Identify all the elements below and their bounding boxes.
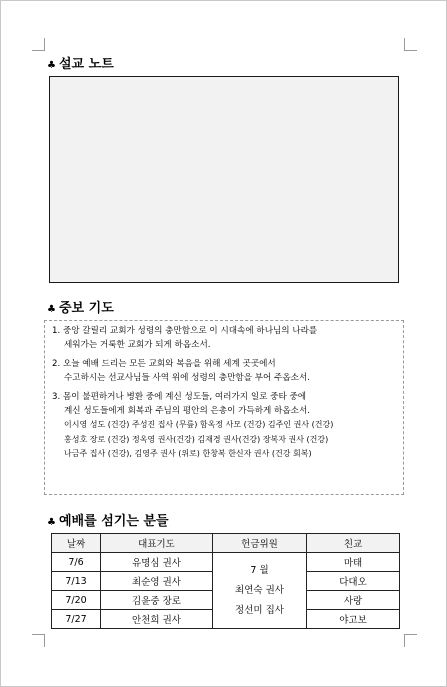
cell-offering xyxy=(213,553,307,629)
crop-mark-top-left xyxy=(32,38,45,51)
cell-fellowship: 야고보 xyxy=(307,610,400,629)
header-prayer: 대표기도 xyxy=(101,534,213,553)
table-row xyxy=(52,553,400,572)
crop-mark-top-right xyxy=(404,38,417,51)
sermon-notes-title: 설교 노트 xyxy=(59,57,114,72)
cell-date: 7/13 xyxy=(52,572,101,591)
cell-prayer: 유명심 권사 xyxy=(101,553,213,572)
prayer-line: 계신 성도들에게 회복과 주님의 평안의 은총이 가득하게 하옵소서. xyxy=(64,406,310,416)
offering-name: 정선미 집사 xyxy=(235,604,284,616)
prayer-names-line: 나금주 집사 (건강), 김영주 권사 (위로) 한창복 한신자 권사 (건강 회복) xyxy=(64,449,312,458)
prayer-line: 세워가는 거룩한 교회가 되게 하옵소서. xyxy=(64,340,211,350)
cell-prayer: 안천희 권사 xyxy=(101,610,213,629)
prayer-item xyxy=(52,390,400,462)
prayer-line: 오늘 예배 드리는 모든 교회와 복음을 위해 세계 곳곳에서 xyxy=(62,359,276,369)
cell-prayer: 최순영 권사 xyxy=(101,572,213,591)
prayer-line: 중앙 갈릴리 교회가 성령의 충만함으로 이 시대속에 하나님의 나라를 xyxy=(62,326,318,336)
prayer-number: 2. xyxy=(52,359,61,369)
cell-date: 7/27 xyxy=(52,610,101,629)
prayer-item xyxy=(52,324,400,352)
prayer-line: 수고하시는 선교사님들 사역 위에 성령의 충만함을 부어 주옵소서. xyxy=(64,373,310,383)
cell-fellowship: 마태 xyxy=(307,553,400,572)
intercession-box xyxy=(44,320,404,495)
prayer-number: 1. xyxy=(52,326,61,336)
cell-date: 7/20 xyxy=(52,591,101,610)
header-fellowship: 친교 xyxy=(307,534,400,553)
prayer-names-line: 이시영 성도 (건강) 주성진 집사 (무릎) 함옥정 사모 (건강) 김주인 권사 (건강) xyxy=(64,420,334,429)
prayer-list xyxy=(52,324,400,467)
offering-month: 7 월 xyxy=(250,564,269,576)
crop-mark-bottom-left xyxy=(32,634,45,647)
prayer-line: 몸이 불편하거나 병환 중에 계신 성도들, 여러가지 일로 중타 중에 xyxy=(62,392,307,402)
club-icon: ♣ xyxy=(47,60,56,71)
intercession-title: 중보 기도 xyxy=(59,301,114,316)
offering-name: 최연숙 권사 xyxy=(235,584,284,596)
intercession-heading xyxy=(47,301,114,318)
cell-fellowship: 다대오 xyxy=(307,572,400,591)
prayer-item xyxy=(52,357,400,385)
table-header-row xyxy=(52,534,400,553)
sermon-notes-box[interactable] xyxy=(49,76,399,283)
club-icon: ♣ xyxy=(47,517,56,528)
prayer-names-line: 홍성호 장로 (건강) 정옥영 권사(건강) 김재경 권사(건강) 장복자 권사 (건강) xyxy=(64,434,329,444)
crop-mark-bottom-right xyxy=(404,634,417,647)
cell-fellowship: 사랑 xyxy=(307,591,400,610)
cell-prayer: 김윤중 장로 xyxy=(101,591,213,610)
cell-date: 7/6 xyxy=(52,553,101,572)
servers-table xyxy=(51,533,400,629)
header-date: 날짜 xyxy=(52,534,101,553)
servers-title: 예배를 섬기는 분들 xyxy=(59,514,169,529)
header-offering: 헌금위원 xyxy=(213,534,307,553)
club-icon: ♣ xyxy=(47,304,56,315)
sermon-notes-heading xyxy=(47,57,114,74)
servers-heading xyxy=(47,514,169,531)
prayer-names xyxy=(52,418,400,462)
prayer-number: 3. xyxy=(52,392,61,402)
